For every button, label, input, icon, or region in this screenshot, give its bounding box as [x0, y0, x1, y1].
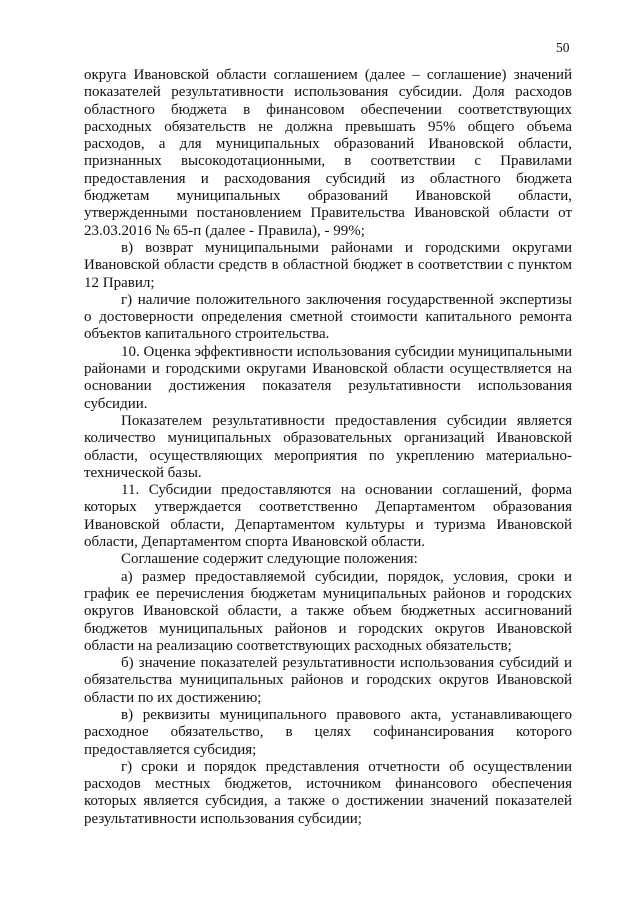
paragraph-item-v-refund: в) возврат муниципальными районами и городскими округами Ивановской области средств в областной бюджет в соответствии с пунктом 12 Правил;	[84, 239, 572, 291]
page-number: 50	[556, 40, 570, 55]
paragraph-item-g: г) сроки и порядок представления отчетности об осуществлении расходов местных бюджетов, источником финансового обеспечения которых является субсидия, а также о достижении значений показателей результативности использования субсидии;	[84, 758, 572, 827]
paragraph-item-v: в) реквизиты муниципального правового акта, устанавливающего расходное обязательство, в целях софинансирования которого предоставляется субсидия;	[84, 706, 572, 758]
paragraph-item-b: б) значение показателей результативности использования субсидий и обязательства муниципальных районов и городских округов Ивановской области по их достижению;	[84, 655, 572, 706]
paragraph-agreement-intro: Соглашение содержит следующие положения:	[121, 551, 418, 568]
document-body	[84, 67, 572, 828]
paragraph-indicator: Показателем результативности предоставления субсидии является количество муниципальных образовательных организаций Ивановской области, осуществляющих мероприятия по укреплению материально-технической базы.	[84, 412, 572, 481]
paragraph-item-a: а) размер предоставляемой субсидии, порядок, условия, сроки и график ее перечисления бюджетам муниципальных районов и городских округов Ивановской области, а также объем бюджетных ассигнований бюджетов муниципальных районов и городских округов Ивановской области на реализацию соответствующих расходных обязательств;	[84, 568, 572, 654]
paragraph-item-g-expertise: г) наличие положительного заключения государственной экспертизы о достоверности определения сметной стоимости капитального ремонта объектов капитального строительства.	[84, 291, 572, 343]
paragraph-clause-11: 11. Субсидии предоставляются на основании соглашений, форма которых утверждается соответственно Департаментом образования Ивановской области, Департаментом культуры и туризма Ивановской области, Департаментом спорта Ивановской области.	[84, 482, 572, 551]
paragraph-continuation: округа Ивановской области соглашением (далее – соглашение) значений показателей результативности использования субсидии. Доля расходов областного бюджета в финансовом обеспечении соответствующих расходных обязательств не должна превышать 95% общего объема расходов, а для муниципальных образований Ивановской области, признанных высокодотационными, в соответствии с Правилами предоставления и расходования субсидий из областного бюджета бюджетам муниципальных образований Ивановской области, утвержденными постановлением Правительства Ивановской области от 23.03.2016 № 65-п (далее - Правила), - 99%;	[84, 67, 572, 239]
paragraph-clause-10: 10. Оценка эффективности использования субсидии муниципальными районами и городскими округами Ивановской области осуществляется на основании достижения показателя результативности использования субсидии.	[84, 343, 572, 412]
